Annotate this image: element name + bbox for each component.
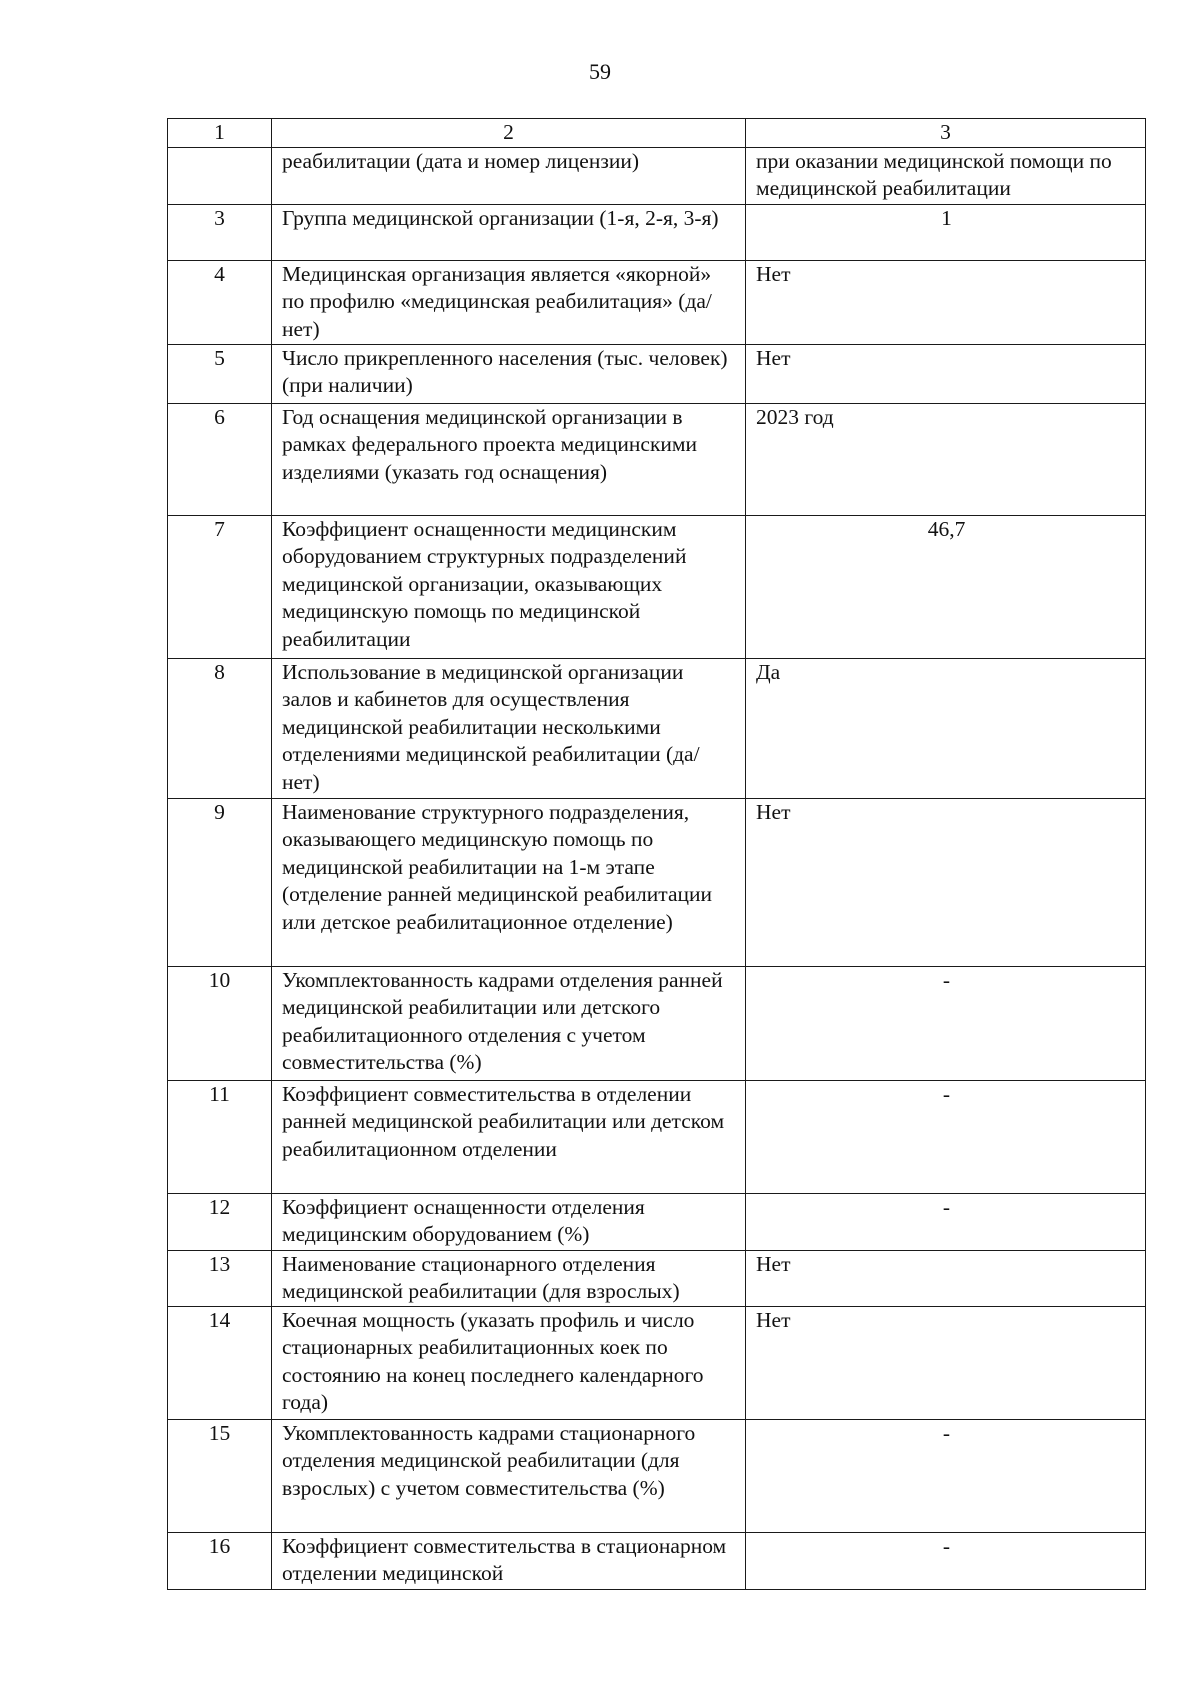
row-parameter: Укомплектованность кадрами стационарного отделения медицинской реабилитации (для взрослых) с учетом совместительства (%) (272, 1419, 746, 1532)
table-row (168, 1532, 1146, 1589)
row-number: 16 (168, 1532, 272, 1589)
table-row (168, 260, 1146, 344)
row-value: 46,7 (746, 515, 1146, 658)
row-value: Нет (746, 798, 1146, 966)
row-parameter: Группа медицинской организации (1-я, 2-я, 3-я) (272, 204, 746, 260)
row-value: - (746, 1193, 1146, 1250)
table-row (168, 344, 1146, 403)
table-row (168, 515, 1146, 658)
row-value: Нет (746, 260, 1146, 344)
row-value: Да (746, 658, 1146, 798)
row-parameter: Коечная мощность (указать профиль и число стационарных реабилитационных коек по состоянию на конец последнего календарного года) (272, 1306, 746, 1419)
row-parameter: Год оснащения медицинской организации в рамках федерального проекта медицинскими изделиями (указать год оснащения) (272, 403, 746, 515)
row-value: - (746, 1532, 1146, 1589)
row-value: - (746, 1419, 1146, 1532)
row-value: 2023 год (746, 403, 1146, 515)
row-parameter: реабилитации (дата и номер лицензии) (272, 147, 746, 204)
row-value: Нет (746, 344, 1146, 403)
row-number: 11 (168, 1080, 272, 1193)
header-col-2: 2 (272, 119, 746, 148)
row-parameter: Медицинская организация является «якорной» по профилю «медицинская реабилитация» (да/нет) (272, 260, 746, 344)
table-row (168, 204, 1146, 260)
table-body (168, 119, 1146, 1590)
table-row (168, 798, 1146, 966)
row-number: 6 (168, 403, 272, 515)
table-row (168, 1193, 1146, 1250)
row-value: Нет (746, 1250, 1146, 1306)
row-number (168, 147, 272, 204)
row-number: 8 (168, 658, 272, 798)
row-value: - (746, 1080, 1146, 1193)
table-row (168, 1419, 1146, 1532)
row-number: 14 (168, 1306, 272, 1419)
page-number: 59 (589, 59, 611, 84)
row-number: 12 (168, 1193, 272, 1250)
row-parameter: Использование в медицинской организации залов и кабинетов для осуществления медицинской реабилитации несколькими отделениями медицинской реабилитации (да/нет) (272, 658, 746, 798)
row-number: 4 (168, 260, 272, 344)
row-number: 9 (168, 798, 272, 966)
row-parameter: Число прикрепленного населения (тыс. человек) (при наличии) (272, 344, 746, 403)
table-row (168, 966, 1146, 1080)
row-parameter: Наименование структурного подразделения, оказывающего медицинскую помощь по медицинской реабилитации на 1-м этапе (отделение ранней медицинской реабилитации или детское реабилитационное отделение) (272, 798, 746, 966)
row-value: при оказании медицинской помощи по медицинской реабилитации (746, 147, 1146, 204)
row-number: 10 (168, 966, 272, 1080)
row-parameter: Коэффициент оснащенности медицинским оборудованием структурных подразделений медицинской организации, оказывающих медицинскую помощь по медицинской реабилитации (272, 515, 746, 658)
table-row (168, 658, 1146, 798)
table-row (168, 147, 1146, 204)
row-parameter: Коэффициент совместительства в стационарном отделении медицинской (272, 1532, 746, 1589)
row-value: 1 (746, 204, 1146, 260)
row-parameter: Коэффициент совместительства в отделении ранней медицинской реабилитации или детском реабилитационном отделении (272, 1080, 746, 1193)
row-value: - (746, 966, 1146, 1080)
row-number: 15 (168, 1419, 272, 1532)
table-row (168, 1250, 1146, 1306)
header-col-3: 3 (746, 119, 1146, 148)
row-number: 7 (168, 515, 272, 658)
row-value: Нет (746, 1306, 1146, 1419)
row-number: 5 (168, 344, 272, 403)
table-row (168, 403, 1146, 515)
table-header-row (168, 119, 1146, 148)
table-row (168, 1080, 1146, 1193)
header-col-1: 1 (168, 119, 272, 148)
row-parameter: Укомплектованность кадрами отделения ранней медицинской реабилитации или детского реабилитационного отделения с учетом совместительства (%) (272, 966, 746, 1080)
table-row (168, 1306, 1146, 1419)
row-number: 3 (168, 204, 272, 260)
document-table (167, 118, 1146, 1590)
row-parameter: Наименование стационарного отделения медицинской реабилитации (для взрослых) (272, 1250, 746, 1306)
row-number: 13 (168, 1250, 272, 1306)
row-parameter: Коэффициент оснащенности отделения медицинским оборудованием (%) (272, 1193, 746, 1250)
